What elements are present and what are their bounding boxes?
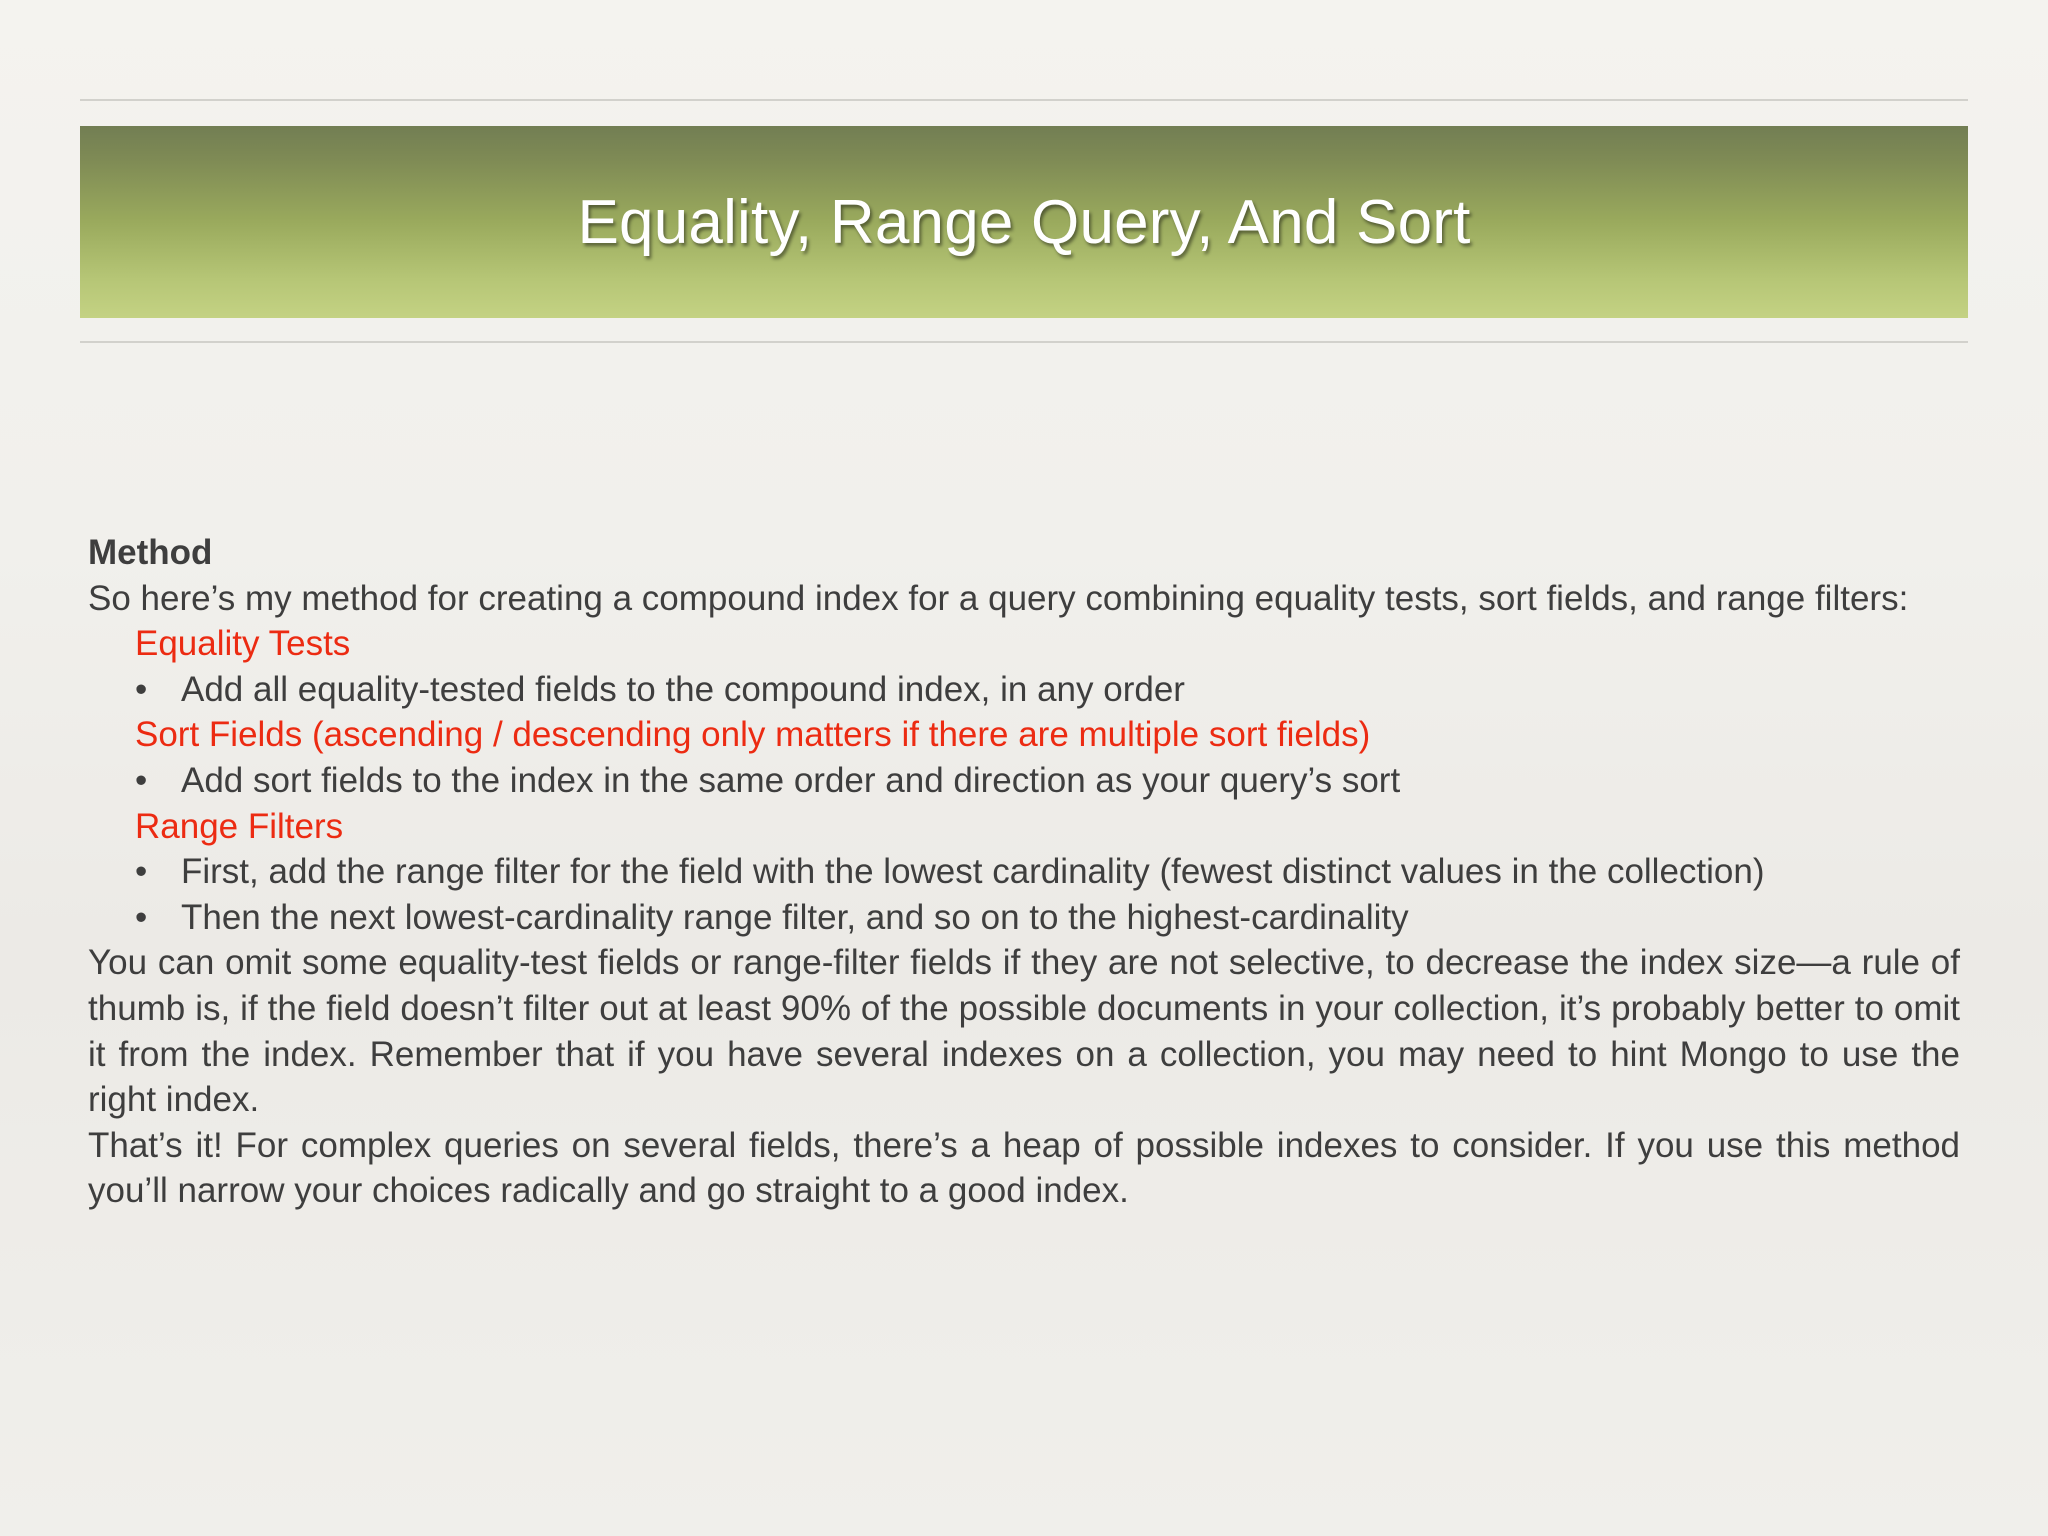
bullet-text: First, add the range filter for the field with the lowest cardinality (fewest distinct values in the collection): [181, 852, 1765, 892]
bullet-item: [88, 667, 1960, 713]
top-divider-line: [80, 99, 1968, 101]
bullet-item: [88, 849, 1960, 895]
sort-fields-subheading: Sort Fields (ascending / descending only matters if there are multiple sort fields): [135, 715, 1371, 755]
omit-fields-paragraph: You can omit some equality-test fields or range-filter fields if they are not selective, to decrease the index size—a rule of thumb is, if the field doesn’t filter out at least 90% of the possible documents in your collection, it’s probably better to omit it from the index. Remember that if you have several indexes on a collection, you may need to hint Mongo to use the right index.: [88, 943, 1960, 1120]
bullet-text: Then the next lowest-cardinality range filter, and so on to the highest-cardinality: [181, 897, 1409, 937]
bullet-text: Add all equality-tested fields to the compound index, in any order: [181, 669, 1185, 709]
slide-body: [88, 530, 1960, 1214]
method-heading: Method: [88, 533, 213, 572]
conclusion-paragraph: That’s it! For complex queries on several fields, there’s a heap of possible indexes to consider. If you use this method you’ll narrow your choices radically and go straight to a good index.: [88, 1125, 1960, 1211]
bullet-icon: •: [135, 669, 148, 709]
bullet-icon: •: [135, 897, 148, 937]
intro-paragraph: So here’s my method for creating a compound index for a query combining equality tests, sort fields, and range filters:: [88, 578, 1909, 618]
bullet-icon: •: [135, 852, 148, 892]
slide-title: Equality, Range Query, And Sort: [577, 187, 1471, 257]
bullet-item: [88, 895, 1960, 941]
bullet-icon: •: [135, 760, 148, 800]
bullet-item: [88, 758, 1960, 804]
equality-tests-subheading: Equality Tests: [135, 624, 351, 664]
bullet-text: Add sort fields to the index in the same order and direction as your query’s sort: [181, 760, 1401, 800]
title-banner: [80, 126, 1968, 318]
bottom-divider-line: [80, 341, 1968, 343]
range-filters-subheading: Range Filters: [135, 806, 344, 846]
